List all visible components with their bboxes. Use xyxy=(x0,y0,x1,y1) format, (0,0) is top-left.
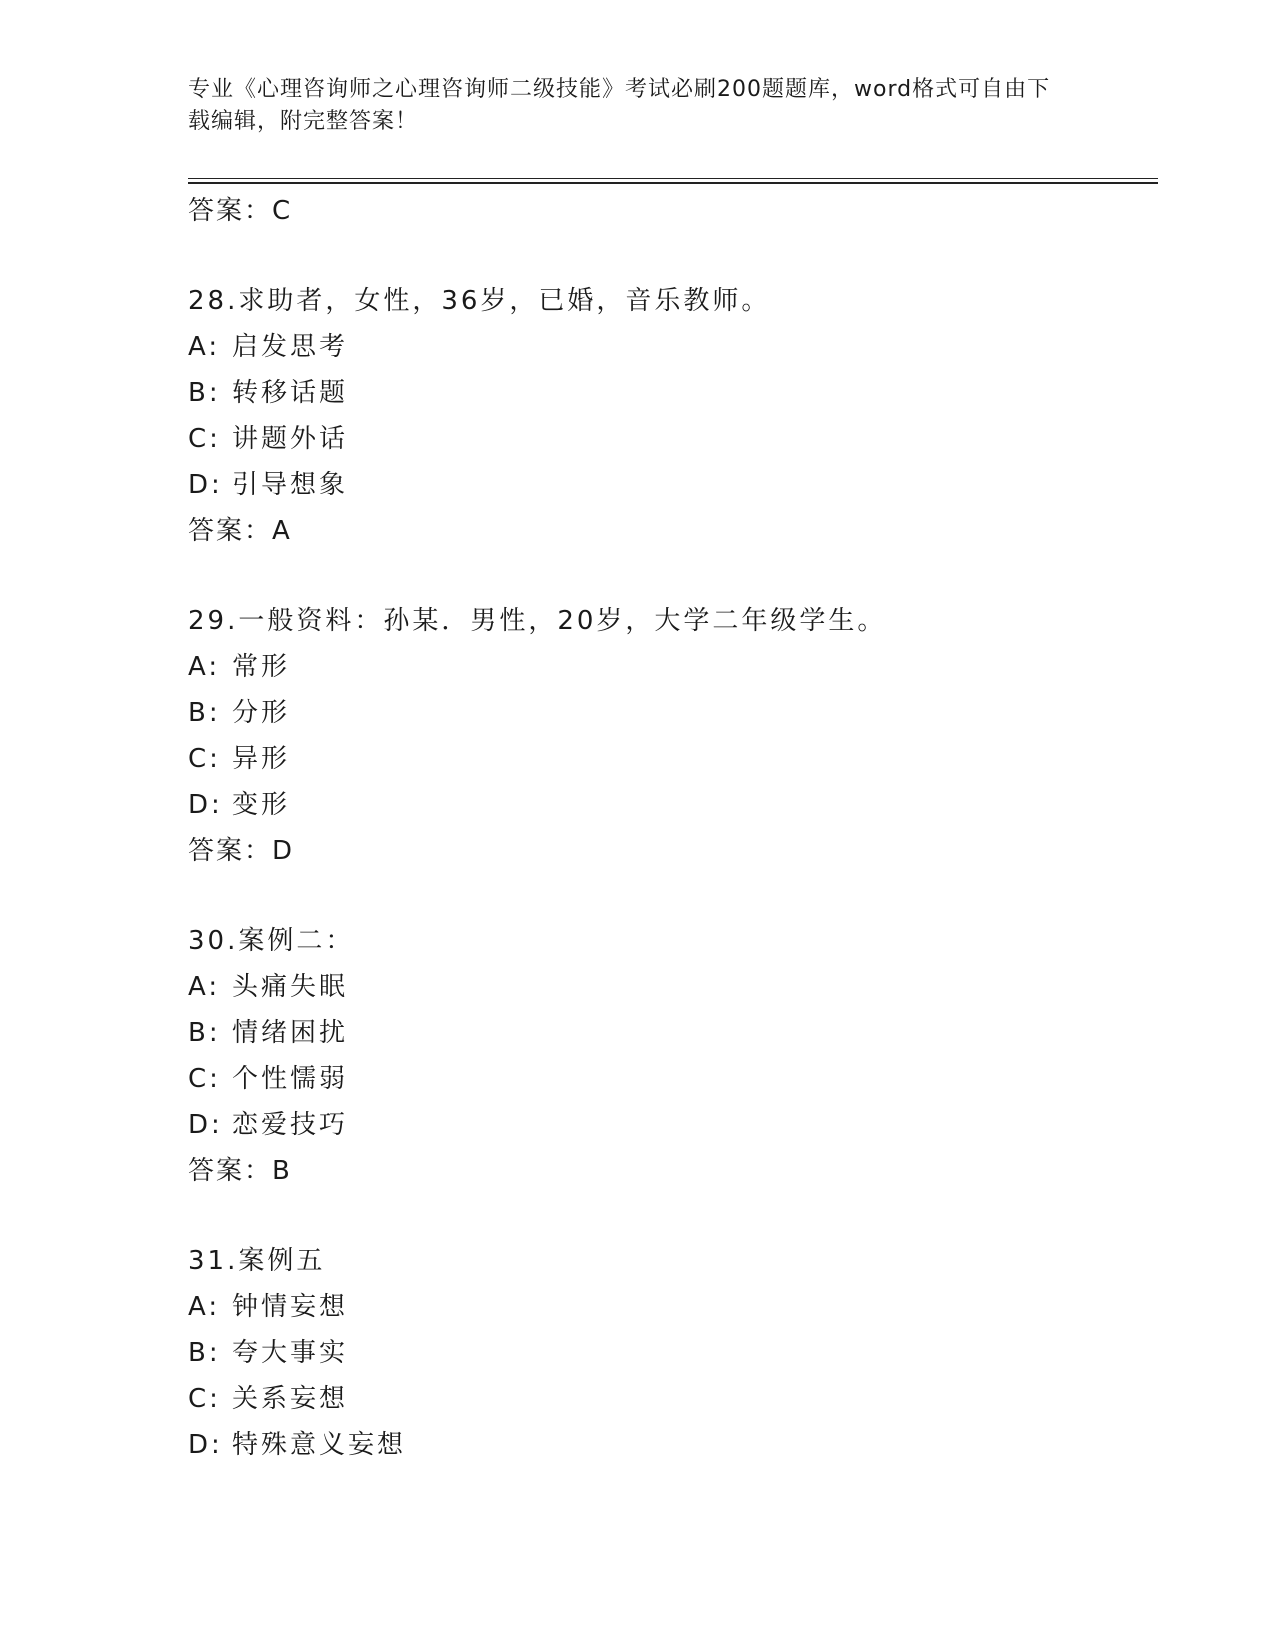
document-header: 专业《心理咨询师之心理咨询师二级技能》考试必刷200题题库，word格式可自由下载编辑，附完整答案！ xyxy=(188,77,1051,134)
option-a: A: 启发思考 xyxy=(188,332,349,362)
option-a: A: 钟情妄想 xyxy=(188,1292,349,1322)
option-d: D: 变形 xyxy=(188,790,291,820)
answer-label: 答案：C xyxy=(188,196,293,226)
option-a: A: 头痛失眠 xyxy=(188,972,349,1002)
option-d: D: 特殊意义妄想 xyxy=(188,1430,407,1460)
option-c: C: 讲题外话 xyxy=(188,424,349,454)
answer-label: 答案：D xyxy=(188,836,295,866)
header-divider-thick xyxy=(188,182,1158,184)
question-list xyxy=(188,188,1158,1468)
option-b: B: 转移话题 xyxy=(188,378,349,408)
option-b: B: 夸大事实 xyxy=(188,1338,349,1368)
option-d: D: 恋爱技巧 xyxy=(188,1110,349,1140)
option-c: C: 关系妄想 xyxy=(188,1384,349,1414)
header-divider xyxy=(188,178,1158,179)
option-c: C: 个性懦弱 xyxy=(188,1064,349,1094)
answer-label: 答案：A xyxy=(188,516,292,546)
option-c: C: 异形 xyxy=(188,744,291,774)
question-stem: 30.案例二： xyxy=(188,926,355,956)
option-b: B: 情绪困扰 xyxy=(188,1018,349,1048)
question-stem: 28.求助者，女性，36岁，已婚，音乐教师。 xyxy=(188,286,771,316)
option-b: B: 分形 xyxy=(188,698,291,728)
option-a: A: 常形 xyxy=(188,652,291,682)
question-stem: 31.案例五 xyxy=(188,1246,326,1276)
question-stem: 29.一般资料：孙某．男性，20岁，大学二年级学生。 xyxy=(188,606,887,636)
answer-label: 答案：B xyxy=(188,1156,292,1186)
option-d: D: 引导想象 xyxy=(188,470,349,500)
